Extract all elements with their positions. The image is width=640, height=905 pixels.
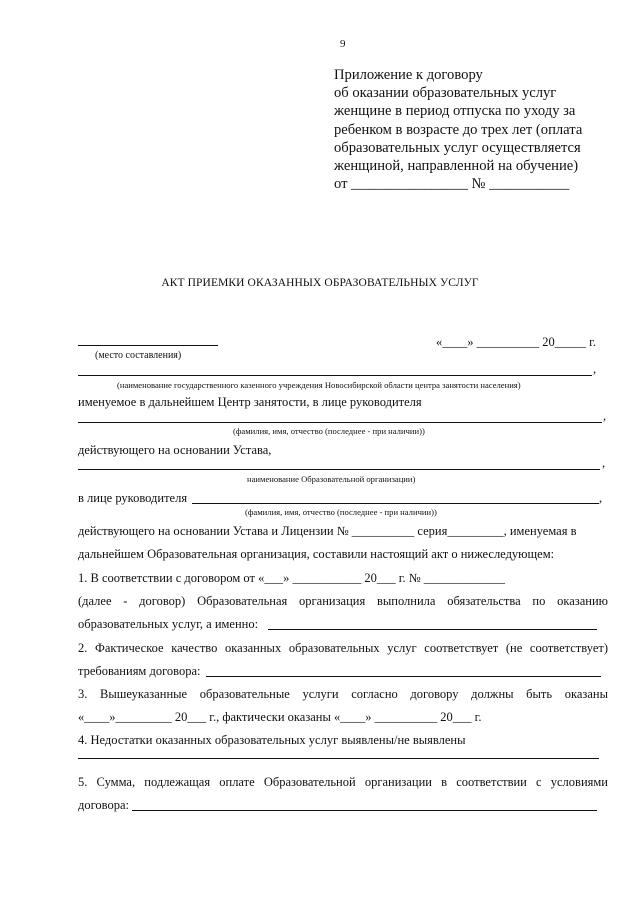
item-1-line-2: (далее - договор) Образовательная организация выполнила обязательства по оказанию [78,594,608,608]
head-fio-line [192,503,599,504]
license-text: действующего на основании Устава и Лицензии № __________ серия_________, именуемая в [78,524,577,538]
comma: , [603,409,607,423]
item-2-line [206,676,601,677]
item-3-line-1: 3. Вышеуказанные образовательные услуги согласно договору должны быть оказаны [78,687,608,701]
comma: , [602,456,606,470]
item-1-services-line [268,629,597,630]
item-3-line-2: «____»_________ 20___ г., фактически оказаны «____» __________ 20___ г. [78,710,482,724]
item-4-line [78,758,599,759]
appendix-line: женщиной, направленной на обучение) [334,158,579,175]
institution-caption: (наименование государственного казенного учреждения Новосибирской области центра занятости населения) [117,380,521,390]
item-5-line [132,810,597,811]
comma: , [593,362,597,376]
appendix-line: образовательных услуг осуществляется [334,139,581,156]
head-text: в лице руководителя [78,491,188,505]
item-2-line-1: 2. Фактическое качество оказанных образовательных услуг соответствует (не соответствует) [78,641,608,655]
org-caption: наименование Образовательной организации) [247,474,416,484]
fio-caption: (фамилия, имя, отчество (последнее - при наличии)) [233,426,425,436]
item-1-line-3: образовательных услуг, а именно: [78,617,259,631]
appendix-line: ребенком в возрасте до трех лет (оплата [334,121,583,138]
org-line [78,469,600,470]
appendix-line: Приложение к договору [334,67,483,83]
appendix-line: об оказании образовательных услуг [334,85,557,102]
place-caption: (место составления) [95,350,182,361]
place-line [78,345,218,346]
fio-line [78,422,602,423]
item-4-line-1: 4. Недостатки оказанных образовательных услуг выявлены/не выявлены [78,733,466,747]
further-text: дальнейшем Образовательная организация, составили настоящий акт о нижеследующем: [78,547,555,561]
date-field: «____» __________ 20_____ г. [436,335,596,349]
item-5-line-2: договора: [78,798,130,812]
page-number: 9 [340,38,346,50]
document-title: АКТ ПРИЕМКИ ОКАЗАННЫХ ОБРАЗОВАТЕЛЬНЫХ УСЛУГ [161,277,479,289]
item-1-line-1: 1. В соответствии с договором от «___» ___________ 20___ г. № _____________ [78,571,505,585]
item-5-line-1: 5. Сумма, подлежащая оплате Образовательной организации в соответствии с условиями [78,775,608,789]
appendix-note [334,66,582,193]
head-fio-caption: (фамилия, имя, отчество (последнее - при наличии)) [245,507,437,517]
appendix-line: женщине в период отпуска по уходу за [334,103,576,120]
institution-line [78,375,592,376]
acting-text: действующего на основании Устава, [78,443,272,457]
comma: , [599,491,603,505]
item-2-line-2: требованиям договора: [78,664,201,678]
named-text: именуемое в дальнейшем Центр занятости, в лице руководителя [78,395,422,409]
appendix-line: от ________________ № ___________ [334,176,570,193]
